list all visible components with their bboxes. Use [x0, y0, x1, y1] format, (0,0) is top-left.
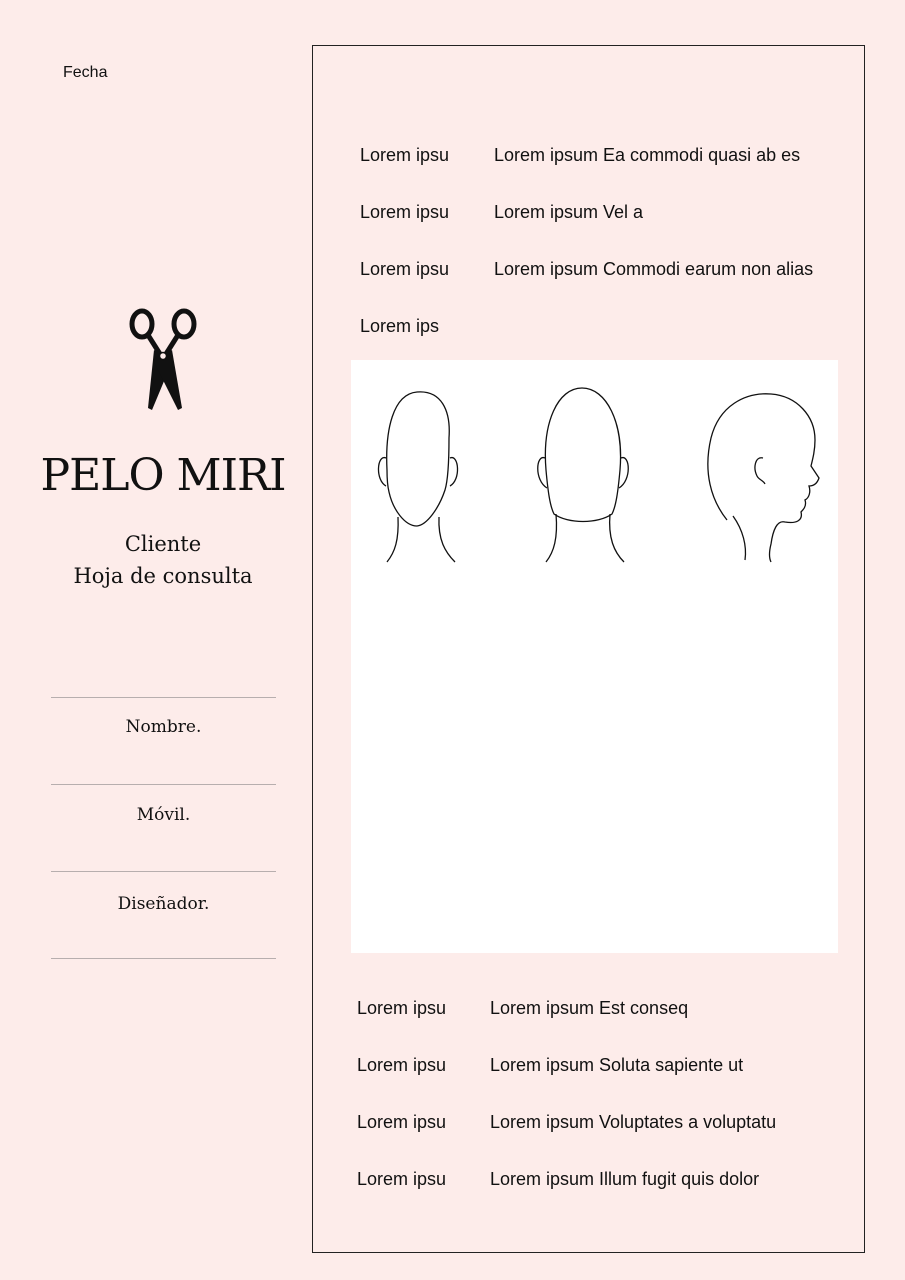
divider [51, 871, 276, 872]
row-label: Lorem ipsu [360, 259, 450, 279]
row-value: Lorem ipsum Vel a [494, 202, 644, 222]
subtitle-line-2: Hoja de consulta [73, 564, 253, 588]
row-value: Lorem ipsum Illum fugit quis dolor [490, 1169, 760, 1189]
row-value: Lorem ipsum Ea commodi quasi ab es [494, 145, 801, 165]
divider [51, 958, 276, 959]
side-head-outline [708, 394, 819, 562]
name-field-label: Nombre. [125, 717, 202, 737]
designer-field-label: Diseñador. [117, 894, 210, 914]
scissors-icon [126, 306, 200, 414]
row-value: Lorem ipsum Soluta sapiente ut [490, 1055, 744, 1075]
date-label: Fecha [63, 64, 108, 81]
back-head-outline [538, 388, 629, 562]
row-label: Lorem ipsu [357, 1112, 447, 1132]
row-value: Lorem ipsum Commodi earum non alias [494, 259, 814, 279]
divider [51, 697, 276, 698]
row-label: Lorem ips [360, 316, 440, 336]
head-outline-icon [365, 380, 835, 570]
row-label: Lorem ipsu [360, 202, 450, 222]
divider [51, 784, 276, 785]
row-label: Lorem ipsu [360, 145, 450, 165]
row-value: Lorem ipsum Voluptates a voluptatu [490, 1112, 777, 1132]
mobile-field-label: Móvil. [136, 805, 191, 825]
brand-subtitle [20, 528, 306, 592]
front-head-outline [378, 392, 457, 562]
subtitle-line-1: Cliente [124, 532, 202, 556]
brand-name: PELO MIRI [40, 450, 286, 501]
row-label: Lorem ipsu [357, 1055, 447, 1075]
row-label: Lorem ipsu [357, 1169, 447, 1189]
row-value: Lorem ipsum Est conseq [490, 998, 689, 1018]
row-label: Lorem ipsu [357, 998, 447, 1018]
